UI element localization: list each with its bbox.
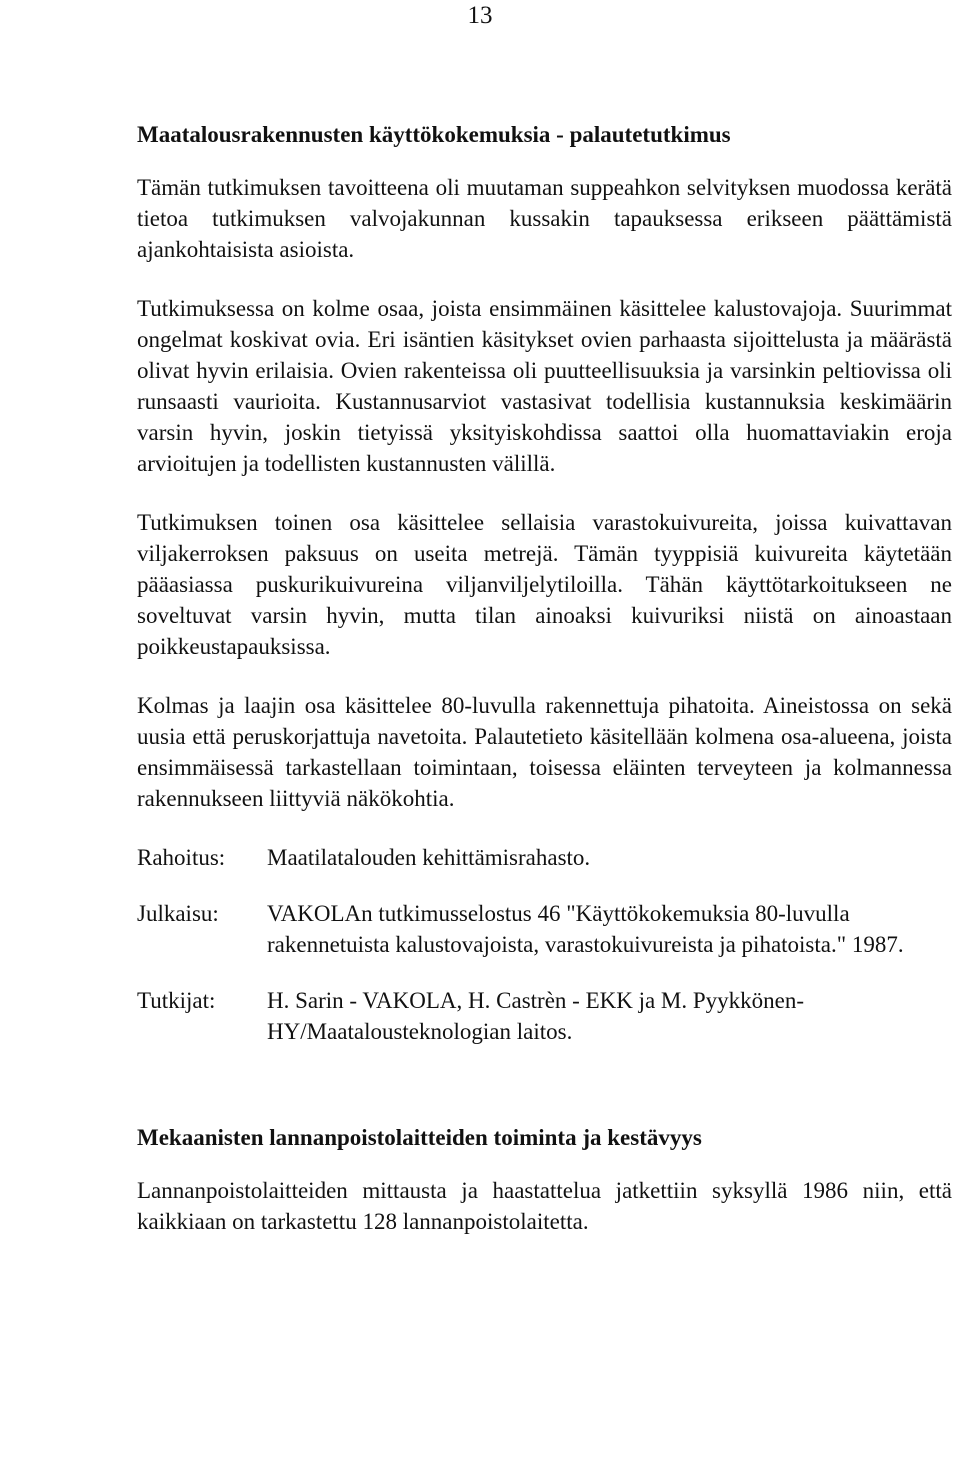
meta-label: Rahoitus: — [137, 845, 226, 870]
meta-value: H. Sarin - VAKOLA, H. Castrèn - EKK ja M. Pyykkönen-HY/Maatalousteknologian laitos. — [267, 988, 805, 1044]
paragraph: Lannanpoistolaitteiden mittausta ja haastattelua jatkettiin syksyllä 1986 niin, että kaikkiaan on tarkastettu 128 lannanpoistolaitetta. — [137, 1178, 952, 1234]
page-number: 13 — [467, 2, 493, 29]
paragraph: Kolmas ja laajin osa käsittelee 80-luvulla rakennettuja pihatoita. Aineistossa on sekä uusia että peruskorjattuja navetoita. Palautetieto käsitellään kolmena osa-alueena, joista ensimmäisessä tarkastellaan toimintaan, toisessa eläinten terveyteen ja kolmannessa rakennukseen liittyviä näkökohtia. — [137, 693, 952, 811]
meta-value: Maatilatalouden kehittämisrahasto. — [267, 845, 591, 870]
meta-value: VAKOLAn tutkimusselostus 46 "Käyttökokemuksia 80-luvulla rakennetuista kalustovajoista, varastokuivureista ja pihatoista." 1987. — [267, 901, 904, 957]
paragraph: Tutkimuksen toinen osa käsittelee sellaisia varastokuivureita, joissa kuivattavan viljakerroksen paksuus on useita metrejä. Tämän tyyppisiä kuivureita käytetään pääasiassa puskurikuivureina viljanviljelytiloilla. Tähän käyttötarkoitukseen ne soveltuvat varsin hyvin, mutta tilan ainoaksi kuivuriksi niistä on ainoastaan poikkeustapauksissa. — [137, 510, 952, 659]
meta-researchers — [137, 985, 952, 1047]
section-title: Mekaanisten lannanpoistolaitteiden toiminta ja kestävyys — [137, 1125, 702, 1150]
paragraph: Tutkimuksessa on kolme osaa, joista ensimmäinen käsittelee kalustovajoja. Suurimmat ongelmat koskivat ovia. Eri isäntien käsitykset ovien parhaasta sijoittelusta ja määrästä olivat hyvin erilaisia. Ovien rakenteissa oli puutteellisuuksia ja varsinkin peltiovissa oli runsaasti vaurioita. Kustannusarviot vastasivat todellisia kustannuksia keskimäärin varsin hyvin, joskin tietyissä yksityiskohdissa saattoi olla huomattaviakin eroja arvioitujen ja todellisten kustannusten välillä. — [137, 296, 952, 476]
meta-label: Julkaisu: — [137, 901, 219, 926]
meta-label: Tutkijat: — [137, 988, 216, 1013]
meta-funding — [137, 842, 952, 873]
paragraph: Tämän tutkimuksen tavoitteena oli muutaman suppeahkon selvityksen muodossa kerätä tietoa tutkimuksen valvojakunnan kussakin tapauksessa erikseen päättämistä ajankohtaisista asioista. — [137, 175, 952, 262]
meta-publication — [137, 898, 952, 960]
section-title: Maatalousrakennusten käyttökokemuksia - palautetutkimus — [137, 122, 731, 147]
document-body — [137, 120, 952, 1237]
